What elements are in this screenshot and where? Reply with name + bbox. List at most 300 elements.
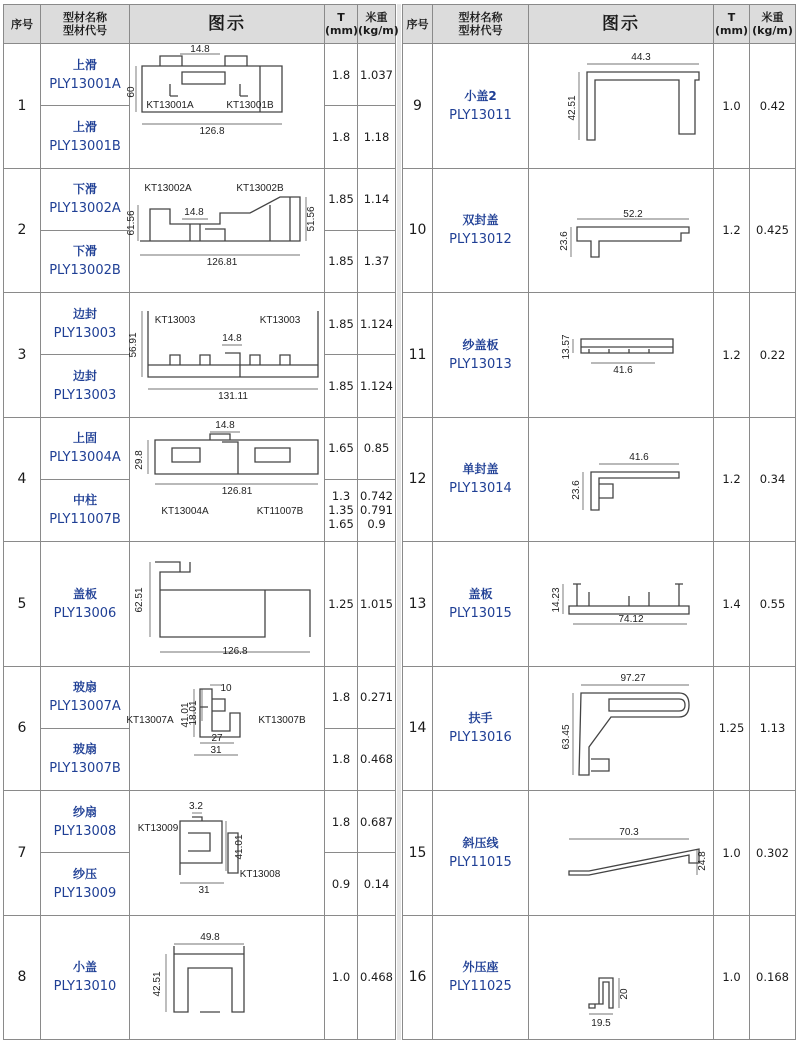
profile-cn-name: 下滑: [72, 182, 97, 197]
spec-row: [403, 44, 796, 169]
item-number: 9: [403, 44, 433, 169]
spec-row: [4, 791, 396, 853]
spec-row: [4, 542, 396, 667]
dimension-label: KT13009: [137, 823, 179, 834]
dimension-label: 31: [198, 885, 210, 896]
profile-cn-name: 盖板: [468, 586, 493, 601]
dimension-label: KT13007A: [126, 714, 174, 726]
profile-outline: [591, 472, 679, 510]
weight-entry: 1.37: [363, 254, 390, 269]
thickness-value: [714, 417, 750, 542]
dimension-label: 18.01: [188, 699, 199, 726]
weight-entry: 0.42: [759, 98, 786, 113]
profile-code: PLY13004A: [49, 450, 121, 466]
profile-drawing: [130, 916, 325, 1041]
profile-outline: [569, 584, 689, 614]
dimension-label: 56.91: [128, 332, 139, 358]
profile-cn-name: 小盖: [72, 960, 97, 975]
profile-cn-name: 玻扇: [72, 680, 97, 695]
dimension-label: 126.8: [222, 646, 248, 657]
dimension-label: 74.12: [618, 614, 644, 625]
dimension-label: KT13001A: [146, 100, 194, 111]
profile-name: [41, 44, 130, 106]
weight-entry: 0.425: [756, 223, 789, 238]
item-number: 12: [403, 417, 433, 542]
thickness-value: [325, 293, 358, 355]
weight-value: [750, 417, 796, 542]
profile-code: PLY13015: [449, 605, 512, 621]
weight-entry: 0.468: [360, 970, 393, 985]
profile-code: PLY13002A: [49, 201, 121, 217]
profile-cn-name: 单封盖: [462, 462, 499, 477]
dimension-label: 14.8: [222, 333, 242, 344]
dimension-label: KT13004A: [161, 505, 209, 517]
weight-value: [358, 44, 396, 106]
dimension-label: 41.6: [613, 365, 633, 376]
dimension-label: 63.45: [561, 723, 572, 750]
dimension-label: 61.56: [126, 209, 137, 236]
weight-value: [750, 293, 796, 418]
thickness-value: [714, 293, 750, 418]
profile-outline: [577, 227, 689, 257]
profile-name: [41, 915, 130, 1040]
profile-drawing-cell: [529, 915, 714, 1040]
profile-name: [433, 44, 529, 169]
profile-name: [41, 791, 130, 853]
dimension-label: KT13008: [239, 869, 281, 880]
profile-drawing-cell: [529, 417, 714, 542]
profile-drawing-cell: [130, 293, 325, 418]
weight-value: [358, 168, 396, 230]
thickness-value: [325, 168, 358, 230]
item-number: 8: [4, 915, 41, 1040]
profile-cn-name: 上固: [72, 431, 97, 446]
weight-value: [358, 355, 396, 417]
profile-code: PLY13009: [53, 885, 117, 901]
dimension-label: 70.3: [619, 827, 639, 838]
profile-code: PLY11025: [449, 979, 512, 995]
weight-entry: 0.55: [759, 596, 786, 611]
thickness-entry: 1.3: [331, 489, 351, 504]
profile-cn-name: 中柱: [72, 493, 97, 508]
right-table-body: [403, 44, 796, 1040]
header-name-line2: 型材代号: [63, 24, 107, 37]
dimension-label: 42.51: [567, 95, 578, 121]
header-figure: 图示: [529, 5, 714, 44]
weight-value: [358, 542, 396, 667]
profile-outline: [174, 946, 244, 1012]
dimension-label: 126.8: [199, 126, 225, 137]
dimension-label: 60: [126, 86, 137, 98]
dimension-label: 23.6: [559, 230, 570, 251]
profile-name: [41, 542, 130, 667]
profile-name: [433, 168, 529, 293]
dimension-label: 52.2: [623, 208, 643, 220]
spec-row: [403, 791, 796, 916]
profile-drawing-cell: [130, 915, 325, 1040]
spec-row: [403, 293, 796, 418]
profile-drawing-cell: [529, 791, 714, 916]
header-weight: [750, 5, 796, 44]
header-name: [41, 5, 130, 44]
thickness-entry: 1.2: [722, 347, 741, 362]
profile-name: [41, 853, 130, 915]
thickness-value: [714, 666, 750, 791]
thickness-entry: 1.85: [328, 316, 354, 331]
weight-entry: 1.124: [360, 316, 393, 331]
profile-drawing-cell: [126, 168, 325, 293]
profile-drawing-cell: [130, 542, 325, 667]
thickness-value: [325, 853, 358, 915]
left-spec-table-panel: [3, 4, 399, 1040]
profile-code: PLY13014: [449, 481, 512, 497]
dimension-label: 13.57: [561, 334, 572, 360]
profile-cn-name: 双封盖: [462, 213, 499, 228]
profile-code: PLY11007B: [49, 512, 121, 528]
thickness-value: [714, 791, 750, 916]
dimension-label: KT13002B: [236, 182, 284, 194]
left-spec-table: [3, 4, 399, 1040]
profile-code: PLY13001A: [49, 76, 121, 92]
weight-entry: 1.18: [363, 129, 390, 144]
thickness-value: [325, 355, 358, 417]
header-t-line1: T: [727, 11, 736, 24]
profile-cn-name: 下滑: [72, 244, 97, 259]
dimension-label: KT11007B: [256, 505, 304, 517]
profile-cn-name: 上滑: [72, 119, 97, 134]
thickness-entry: 1.25: [328, 596, 354, 611]
profile-code: PLY11015: [449, 854, 512, 870]
header-figure: 图示: [130, 5, 325, 44]
dimension-label: 14.23: [551, 587, 562, 613]
thickness-entry: 1.35: [328, 503, 354, 518]
profile-outline: [155, 562, 310, 637]
profile-name: [41, 168, 130, 230]
thickness-entry: 1.85: [328, 254, 354, 269]
thickness-entry: 1.0: [722, 845, 741, 860]
thickness-value: [325, 479, 358, 541]
profile-outline: [180, 817, 238, 875]
weight-value: [358, 915, 396, 1040]
profile-cn-name: 纱盖板: [462, 337, 499, 352]
dimension-label: 62.51: [134, 587, 145, 613]
dimension-label: KT13003: [259, 315, 301, 326]
profile-cn-name: 盖板: [72, 586, 97, 601]
dimension-label: 20: [619, 987, 630, 1000]
weight-entry: 0.85: [363, 441, 390, 456]
profile-outline: [569, 849, 699, 875]
thickness-value: [325, 791, 358, 853]
dimension-label: 19.5: [591, 1017, 611, 1029]
profile-cn-name: 小盖2: [464, 88, 497, 103]
thickness-entry: 1.85: [328, 378, 354, 393]
header-w-line2: (kg/m): [358, 24, 399, 37]
dimension-label: 97.27: [620, 672, 646, 684]
profile-code: PLY13001B: [49, 138, 121, 154]
profile-drawing: [130, 418, 325, 543]
header-name-line1: 型材名称: [458, 11, 503, 24]
item-number: 2: [4, 168, 41, 293]
thickness-value: [325, 728, 358, 790]
dimension-label: 49.8: [200, 931, 220, 943]
profile-drawing-cell: [529, 293, 714, 418]
profile-drawing: [130, 791, 325, 916]
dimension-label: KT13003: [154, 315, 196, 326]
thickness-value: [714, 542, 750, 667]
item-number: 10: [403, 168, 433, 293]
dimension-label: 27: [211, 732, 223, 744]
thickness-value: [714, 168, 750, 293]
dimension-label: 31: [210, 744, 222, 756]
thickness-entry: 1.25: [718, 721, 745, 736]
profile-cn-name: 边封: [72, 368, 97, 383]
profile-drawing: [130, 542, 325, 667]
spec-row: [4, 44, 396, 106]
weight-value: [750, 666, 796, 791]
profile-code: PLY13006: [53, 605, 117, 621]
right-table-header: [403, 5, 796, 44]
profile-name: [41, 106, 130, 168]
profile-drawing: [529, 916, 714, 1041]
dimension-label: KT13002A: [144, 182, 192, 194]
dimension-label: 41.01: [234, 834, 245, 860]
weight-entry: 1.037: [360, 67, 393, 82]
weight-value: [358, 417, 396, 479]
weight-entry: 0.742: [360, 489, 393, 504]
profile-name: [433, 915, 529, 1040]
profile-outline: [587, 72, 699, 140]
thickness-entry: 1.0: [331, 970, 351, 985]
left-table-body: [4, 44, 396, 1040]
weight-entry: 0.22: [759, 347, 786, 362]
header-name-line1: 型材名称: [63, 11, 107, 24]
profile-code: PLY13011: [449, 107, 512, 123]
profile-drawing-cell: [529, 666, 714, 791]
profile-drawing: [529, 418, 714, 543]
dimension-label: 51.56: [306, 205, 317, 232]
profile-code: PLY13003: [53, 387, 117, 403]
header-thickness: [325, 5, 358, 44]
thickness-value: [325, 230, 358, 292]
profile-drawing: [126, 667, 325, 792]
header-name: [433, 5, 529, 44]
profile-name: [433, 666, 529, 791]
thickness-entry: 1.8: [331, 690, 351, 705]
thickness-value: [325, 666, 358, 728]
dimension-label: 42.51: [152, 970, 163, 997]
thickness-entry: 1.0: [722, 970, 741, 985]
profile-outline: [581, 339, 673, 353]
profile-drawing-cell: [126, 666, 325, 791]
panel-divider: [397, 4, 401, 1040]
dimension-label: 29.8: [134, 449, 145, 470]
thickness-entry: 1.8: [331, 752, 351, 767]
weight-entry: 0.14: [363, 876, 390, 891]
profile-outline: [579, 693, 689, 775]
profile-cn-name: 上滑: [72, 57, 97, 72]
weight-entry: 0.34: [759, 472, 786, 487]
item-number: 11: [403, 293, 433, 418]
profile-name: [41, 230, 130, 292]
weight-value: [750, 44, 796, 169]
profile-drawing: [529, 293, 714, 418]
item-number: 5: [4, 542, 41, 667]
spec-row: [4, 417, 396, 479]
header-t-line2: (mm): [715, 24, 748, 37]
dimension-label: 3.2: [189, 801, 203, 812]
profile-drawing-cell: [126, 44, 325, 169]
profile-drawing-cell: [130, 791, 325, 916]
thickness-entry: 1.8: [331, 814, 351, 829]
spec-row: [403, 542, 796, 667]
profile-name: [41, 728, 130, 790]
header-t-line2: (mm): [325, 24, 358, 37]
dimension-label: 14.8: [184, 206, 204, 218]
dimension-label: 131.11: [218, 391, 248, 402]
item-number: 15: [403, 791, 433, 916]
spec-row: [403, 915, 796, 1040]
thickness-value: [325, 417, 358, 479]
profile-drawing: [126, 169, 325, 294]
profile-code: PLY13008: [53, 823, 117, 839]
profile-drawing-cell: [529, 44, 714, 169]
weight-entry: 1.14: [363, 192, 390, 207]
weight-entry: 0.271: [360, 690, 393, 705]
weight-value: [750, 542, 796, 667]
header-w-line1: 米重: [761, 11, 784, 24]
thickness-value: [325, 44, 358, 106]
weight-value: [750, 791, 796, 916]
weight-entry: 0.302: [756, 845, 789, 860]
weight-value: [358, 791, 396, 853]
left-table-header: [4, 5, 399, 44]
thickness-entry: 1.2: [722, 472, 741, 487]
profile-cn-name: 斜压线: [462, 835, 499, 850]
weight-entry: 0.687: [360, 814, 393, 829]
weight-entry: 1.13: [759, 721, 786, 736]
header-name-line2: 型材代号: [458, 24, 503, 37]
header-no: 序号: [4, 5, 41, 44]
profile-drawing: [126, 44, 325, 169]
profile-name: [433, 791, 529, 916]
thickness-entry: 1.8: [331, 67, 351, 82]
header-t-line1: T: [337, 11, 345, 24]
dimension-label: 23.6: [571, 479, 582, 500]
thickness-value: [714, 44, 750, 169]
thickness-value: [714, 915, 750, 1040]
item-number: 6: [4, 666, 41, 791]
profile-drawing: [529, 44, 714, 169]
item-number: 1: [4, 44, 41, 169]
dimension-label: 44.3: [631, 52, 651, 63]
thickness-entry: 1.65: [328, 517, 354, 532]
dimension-label: 14.8: [190, 44, 210, 55]
header-w-line2: (kg/m): [752, 24, 793, 37]
dimension-label: 41.6: [629, 451, 649, 463]
profile-name: [41, 666, 130, 728]
profile-outline: [589, 978, 613, 1008]
weight-value: [358, 293, 396, 355]
spec-row: [403, 666, 796, 791]
profile-drawing-cell: [529, 542, 714, 667]
header-w-line1: 米重: [365, 11, 388, 24]
item-number: 13: [403, 542, 433, 667]
profile-drawing-cell: [130, 417, 325, 542]
profile-outline: [200, 689, 240, 737]
dimension-label: 14.8: [215, 419, 235, 431]
profile-cn-name: 外压座: [462, 960, 499, 975]
profile-code: PLY13010: [53, 979, 117, 995]
weight-value: [358, 666, 396, 728]
profile-cn-name: 边封: [72, 306, 97, 321]
dimension-label: KT13001B: [226, 100, 274, 111]
dimension-label: 24.8: [697, 851, 708, 871]
item-number: 3: [4, 293, 41, 418]
profile-outline: [140, 197, 300, 241]
thickness-entry: 1.4: [722, 596, 741, 611]
spec-row: [403, 168, 796, 293]
spec-row: [4, 168, 396, 230]
profile-drawing: [529, 169, 714, 294]
weight-entry: 1.015: [360, 596, 393, 611]
weight-entry: 0.791: [360, 503, 393, 518]
profile-name: [41, 355, 130, 417]
weight-entry: 0.168: [756, 970, 789, 985]
spec-row: [403, 417, 796, 542]
item-number: 4: [4, 417, 41, 542]
header-weight: [358, 5, 399, 44]
profile-code: PLY13003: [53, 325, 117, 341]
profile-drawing: [529, 542, 714, 667]
header-no: 序号: [403, 5, 433, 44]
thickness-entry: 1.2: [722, 223, 741, 238]
thickness-value: [325, 915, 358, 1040]
profile-name: [433, 417, 529, 542]
profile-name: [433, 542, 529, 667]
profile-name: [433, 293, 529, 418]
dimension-label: 126.81: [206, 256, 238, 268]
profile-name: [41, 293, 130, 355]
profile-drawing-cell: [529, 168, 714, 293]
profile-drawing: [529, 667, 714, 792]
profile-code: PLY13007B: [49, 761, 121, 777]
dimension-label: 41.01: [180, 701, 191, 728]
weight-entry: 0.9: [367, 517, 386, 532]
weight-value: [358, 106, 396, 168]
profile-code: PLY13007A: [49, 699, 121, 715]
weight-value: [358, 728, 396, 790]
profile-code: PLY13013: [449, 356, 512, 372]
spec-row: [4, 293, 396, 355]
profile-code: PLY13002B: [49, 263, 121, 279]
spec-row: [4, 915, 396, 1040]
weight-value: [358, 230, 396, 292]
item-number: 16: [403, 915, 433, 1040]
profile-name: [41, 479, 130, 541]
profile-cn-name: 玻扇: [72, 742, 97, 757]
item-number: 14: [403, 666, 433, 791]
weight-value: [750, 168, 796, 293]
weight-value: [358, 479, 396, 541]
dimension-label: KT13007B: [258, 714, 306, 726]
profile-drawing: [130, 293, 325, 418]
profile-name: [41, 417, 130, 479]
weight-value: [358, 853, 396, 915]
weight-value: [750, 915, 796, 1040]
right-spec-table: [402, 4, 796, 1040]
thickness-entry: 1.65: [328, 441, 354, 456]
right-spec-table-panel: [402, 4, 796, 1040]
